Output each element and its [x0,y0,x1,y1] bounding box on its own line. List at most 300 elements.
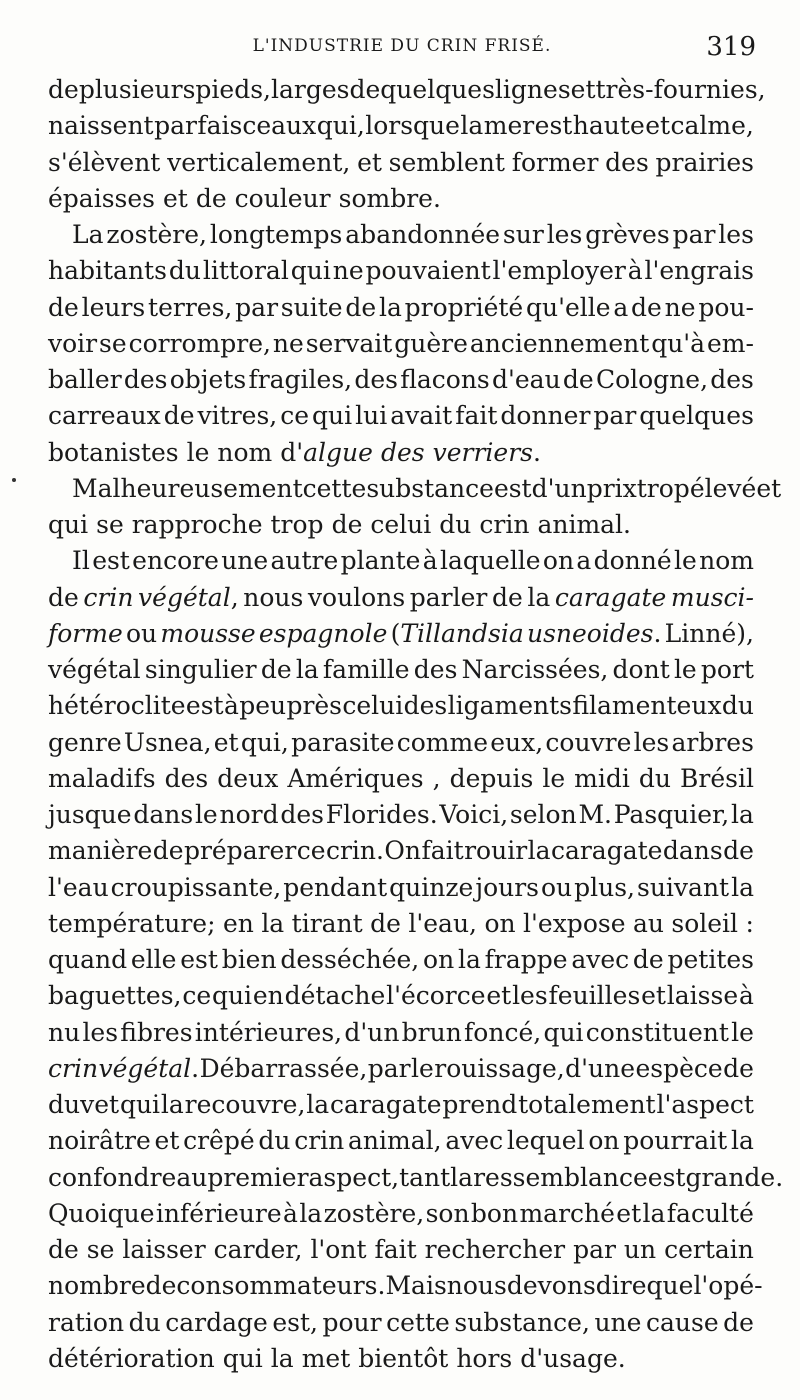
word [302,1341,351,1377]
text-run: en [252,981,284,1011]
italic-text: usneoides [526,618,654,648]
word [470,326,649,362]
word [479,507,529,543]
word [165,761,209,797]
word [48,435,179,471]
italic-text: verriers [432,437,533,467]
text-run: son [425,1198,470,1228]
word [348,1123,442,1159]
word [341,543,421,579]
word [176,1268,385,1304]
word [170,362,246,398]
text-run: longtemps [209,220,343,249]
word [527,580,550,616]
text-line [48,797,754,833]
text-run: animal, [348,1126,442,1156]
word [405,290,524,326]
text-run: qui [119,1090,161,1119]
word [239,688,286,724]
text-run: a [613,292,629,322]
word [605,145,649,181]
text-run: carder, [213,1235,303,1264]
word [402,1015,462,1051]
text-run: de [562,365,594,394]
word [690,471,757,507]
word [634,725,670,761]
text-run: dire [595,1271,647,1301]
text-run: peu [239,691,287,721]
text-run: se [86,1235,115,1264]
word [462,652,609,688]
text-run: et [357,147,382,177]
word [379,290,402,326]
text-run: le [542,763,566,793]
text-run: laisse [666,981,739,1011]
word [214,725,239,761]
word [374,1232,416,1268]
text-run: le [673,546,697,576]
italic-text: forme [48,618,123,648]
text-run: zostère, [323,1198,425,1228]
word [637,471,690,507]
word [399,1160,450,1196]
word [541,870,572,906]
text-run: le [731,1017,754,1047]
word [492,580,523,616]
text-run: de [152,836,184,866]
word [297,833,326,869]
word [280,398,309,434]
word [527,616,661,652]
word [261,652,292,688]
text-run: nord [219,800,279,829]
text-line [48,471,782,507]
word [303,471,367,507]
text-run: singulier [144,655,257,684]
word [510,797,577,833]
text-line [48,870,754,906]
word [48,326,97,362]
word [450,1160,473,1196]
text-run: leurs [81,292,146,322]
word [120,1087,160,1123]
word [48,1305,124,1341]
text-run: l'engrais [644,256,754,286]
word [386,978,485,1014]
word [731,1123,754,1159]
text-run: a [576,546,592,576]
text-run: élevé [689,473,757,503]
word [160,616,255,652]
word [48,1160,176,1196]
text-run: on [588,1126,620,1156]
word [526,290,611,326]
word [549,978,641,1014]
text-run: l'employer [492,256,626,286]
word [493,253,626,289]
text-run: des [354,365,398,394]
word [693,1268,762,1304]
italic-text: caragate [554,582,667,612]
word [731,1015,754,1051]
text-run: . [533,437,541,467]
word [674,652,697,688]
text-run: grande. [685,1162,784,1192]
word [106,217,207,253]
word [197,108,316,144]
text-run: marché [519,1198,615,1228]
word [280,797,324,833]
word [555,580,667,616]
text-run: dont [612,655,670,684]
word [434,1051,564,1087]
word [48,616,123,652]
text-run: . [191,1053,200,1083]
text-run: et [213,727,239,757]
word [271,1341,294,1377]
word [633,942,664,978]
word [739,978,754,1014]
text-run: nu [48,1017,81,1047]
word [532,471,587,507]
word [241,725,289,761]
word [48,1087,119,1123]
word [332,507,363,543]
text-run: voulons [307,582,406,612]
text-line [48,1232,754,1268]
word [223,906,254,942]
text-run: la [460,111,484,141]
text-line [48,616,754,652]
text-run: le [194,800,218,829]
word [148,290,232,326]
text-run: les [633,727,670,757]
word [82,1015,118,1051]
word [48,906,216,942]
word [576,543,591,579]
body-text [48,72,784,1377]
text-run: lignes [494,75,571,104]
text-run: des [280,800,324,829]
word [273,326,304,362]
word [366,253,491,289]
text-run: hétéroclite [48,691,186,721]
italic-text: musci- [670,582,754,612]
text-run: par [367,1053,411,1083]
word [485,942,568,978]
word [48,833,152,869]
word [507,1268,596,1304]
word [259,616,387,652]
text-run: nom [699,546,754,576]
word [96,507,124,543]
text-run: de [370,908,401,938]
word [722,688,754,724]
word [614,797,729,833]
word [408,906,477,942]
text-run: port [700,655,754,684]
text-run: Il [72,546,90,576]
italic-text: des [380,437,425,467]
text-run: nous [243,582,304,612]
text-run: le [186,437,210,467]
text-run: tant [399,1162,451,1192]
word [48,1232,79,1268]
word [573,108,645,144]
word [154,108,197,144]
text-run: par [593,401,637,431]
word [272,1305,318,1341]
word [366,471,494,507]
word [48,507,88,543]
word [414,652,458,688]
text-run: botanistes [48,437,179,467]
word [183,1123,255,1159]
word [423,942,454,978]
word [48,725,122,761]
text-run: couleur [234,183,331,213]
word [656,1087,753,1123]
word [200,1051,368,1087]
word [639,398,754,434]
word [72,543,90,579]
text-run: une [594,1307,642,1337]
text-line [48,761,754,797]
text-run: faisceaux [197,111,317,141]
word [145,652,257,688]
text-line [48,326,754,362]
text-run: bon [470,1198,519,1228]
word [285,978,386,1014]
word [671,580,754,616]
text-run: habitants [48,256,167,286]
word [701,652,754,688]
word [48,108,154,144]
word [671,725,753,761]
word [48,253,167,289]
text-run: hors [456,1343,513,1373]
word [464,1015,541,1051]
word [161,1087,184,1123]
word [223,1341,263,1377]
text-run: à [627,256,643,286]
word [312,398,352,434]
word [471,1196,518,1232]
word [631,290,662,326]
word [126,616,157,652]
italic-text: algue [303,437,373,467]
text-run: desséchée, [280,945,420,974]
word [543,543,574,579]
word [651,326,705,362]
word [648,1160,686,1196]
word [390,398,452,434]
text-run: des [164,763,209,793]
text-run: au [632,908,664,938]
word [222,942,277,978]
text-run: pouvaient [365,256,491,286]
text-run: ce [182,981,212,1011]
word [345,217,500,253]
text-run: à [422,546,438,576]
word [261,906,284,942]
text-run: avec [571,945,630,974]
text-line [48,290,754,326]
word [537,507,631,543]
word [308,580,405,616]
text-run: et [616,1198,642,1228]
text-run: par [235,292,279,322]
word [685,1160,783,1196]
word [271,507,324,543]
text-run: d'un [531,473,587,503]
word [153,833,184,869]
text-run: la [261,908,285,938]
word [271,543,339,579]
word [48,181,155,217]
italic-text: crin [83,582,134,612]
word [628,253,643,289]
text-run: on [484,908,516,938]
text-run: foncé, [464,1017,542,1047]
word [542,761,565,797]
word [673,217,716,253]
word [613,652,670,688]
word [323,1305,382,1341]
text-run: celui [370,510,432,539]
word [344,1015,399,1051]
text-run: la [295,655,319,684]
text-run: voir [48,328,98,358]
text-line [48,580,754,616]
text-run: de [723,1053,754,1083]
word [286,688,342,724]
text-run: pour [322,1307,382,1337]
text-run: de [632,945,664,974]
text-run: qu'à [651,328,706,358]
word [613,290,628,326]
text-run: propriété [404,292,524,322]
text-run: La [72,220,104,249]
text-run: ration [48,1307,125,1337]
text-run: baguettes, [48,981,182,1011]
word [473,1160,648,1196]
text-run: la [730,1126,754,1156]
text-run: d'eau [492,365,561,394]
text-run: selon [509,800,577,829]
word [203,253,289,289]
word [330,1087,442,1123]
text-run: pourrait [623,1126,728,1156]
word [184,833,296,869]
text-run: les [82,1017,119,1047]
text-run: donner [500,401,591,431]
text-run: est [185,691,224,721]
text-run: ce [280,401,310,431]
text-run: ligaments [447,691,572,721]
text-run: l'expose [523,908,626,938]
text-line [48,942,754,978]
text-run: lui [355,401,388,431]
text-run: de [48,75,79,104]
text-run: l'écorce [386,981,486,1011]
text-run: des [403,691,448,721]
word [72,471,303,507]
text-run: brun [401,1017,462,1047]
word [124,725,212,761]
word [129,326,271,362]
word [756,471,781,507]
text-run: la [527,582,551,612]
text-run: guère [394,328,468,358]
text-run: se [99,328,127,358]
word [48,362,122,398]
word [699,543,754,579]
text-run: deux [217,763,279,793]
text-run: rechercher [424,1235,566,1264]
word [155,1123,180,1159]
word [212,978,252,1014]
text-run: , [230,582,239,612]
text-run: Narcissées, [461,655,609,684]
text-line [48,1196,754,1232]
text-run: de [349,75,381,104]
text-run: l'ont [310,1235,367,1264]
text-line [48,652,754,688]
word [48,1123,151,1159]
word [571,942,629,978]
text-run: maladifs [48,763,156,793]
word [643,1196,666,1232]
word [565,1051,635,1087]
word [131,942,177,978]
text-run: la [160,1090,184,1119]
word [195,1015,342,1051]
text-run: totalement [518,1090,656,1119]
text-run: substance, [454,1307,590,1337]
word [574,761,630,797]
word [129,1305,161,1341]
text-line [48,833,754,869]
text-run: à [223,691,239,721]
text-run: de [48,292,79,322]
word [283,1196,298,1232]
text-run: cardage [165,1307,268,1337]
text-run: terres, [148,292,233,322]
italic-text: Tillandsia [400,618,524,648]
word [235,181,331,217]
word [710,362,754,398]
word [198,398,278,434]
word [394,326,468,362]
text-run: lorsque [365,111,460,141]
text-run: corrompre, [128,328,271,358]
text-run: qu'elle [526,292,611,322]
text-run: la [527,836,551,866]
text-run: cause [645,1307,719,1337]
text-run: celui [342,691,404,721]
text-line [48,398,754,434]
text-run: on [542,546,575,576]
text-run: se [96,510,124,539]
text-run: nous [446,1271,507,1301]
text-run: du [168,256,201,286]
text-run: du [721,691,754,721]
text-run: manière [48,836,153,866]
text-run: baller [48,365,122,394]
text-run: est, [272,1307,318,1337]
text-run: la [378,292,402,322]
